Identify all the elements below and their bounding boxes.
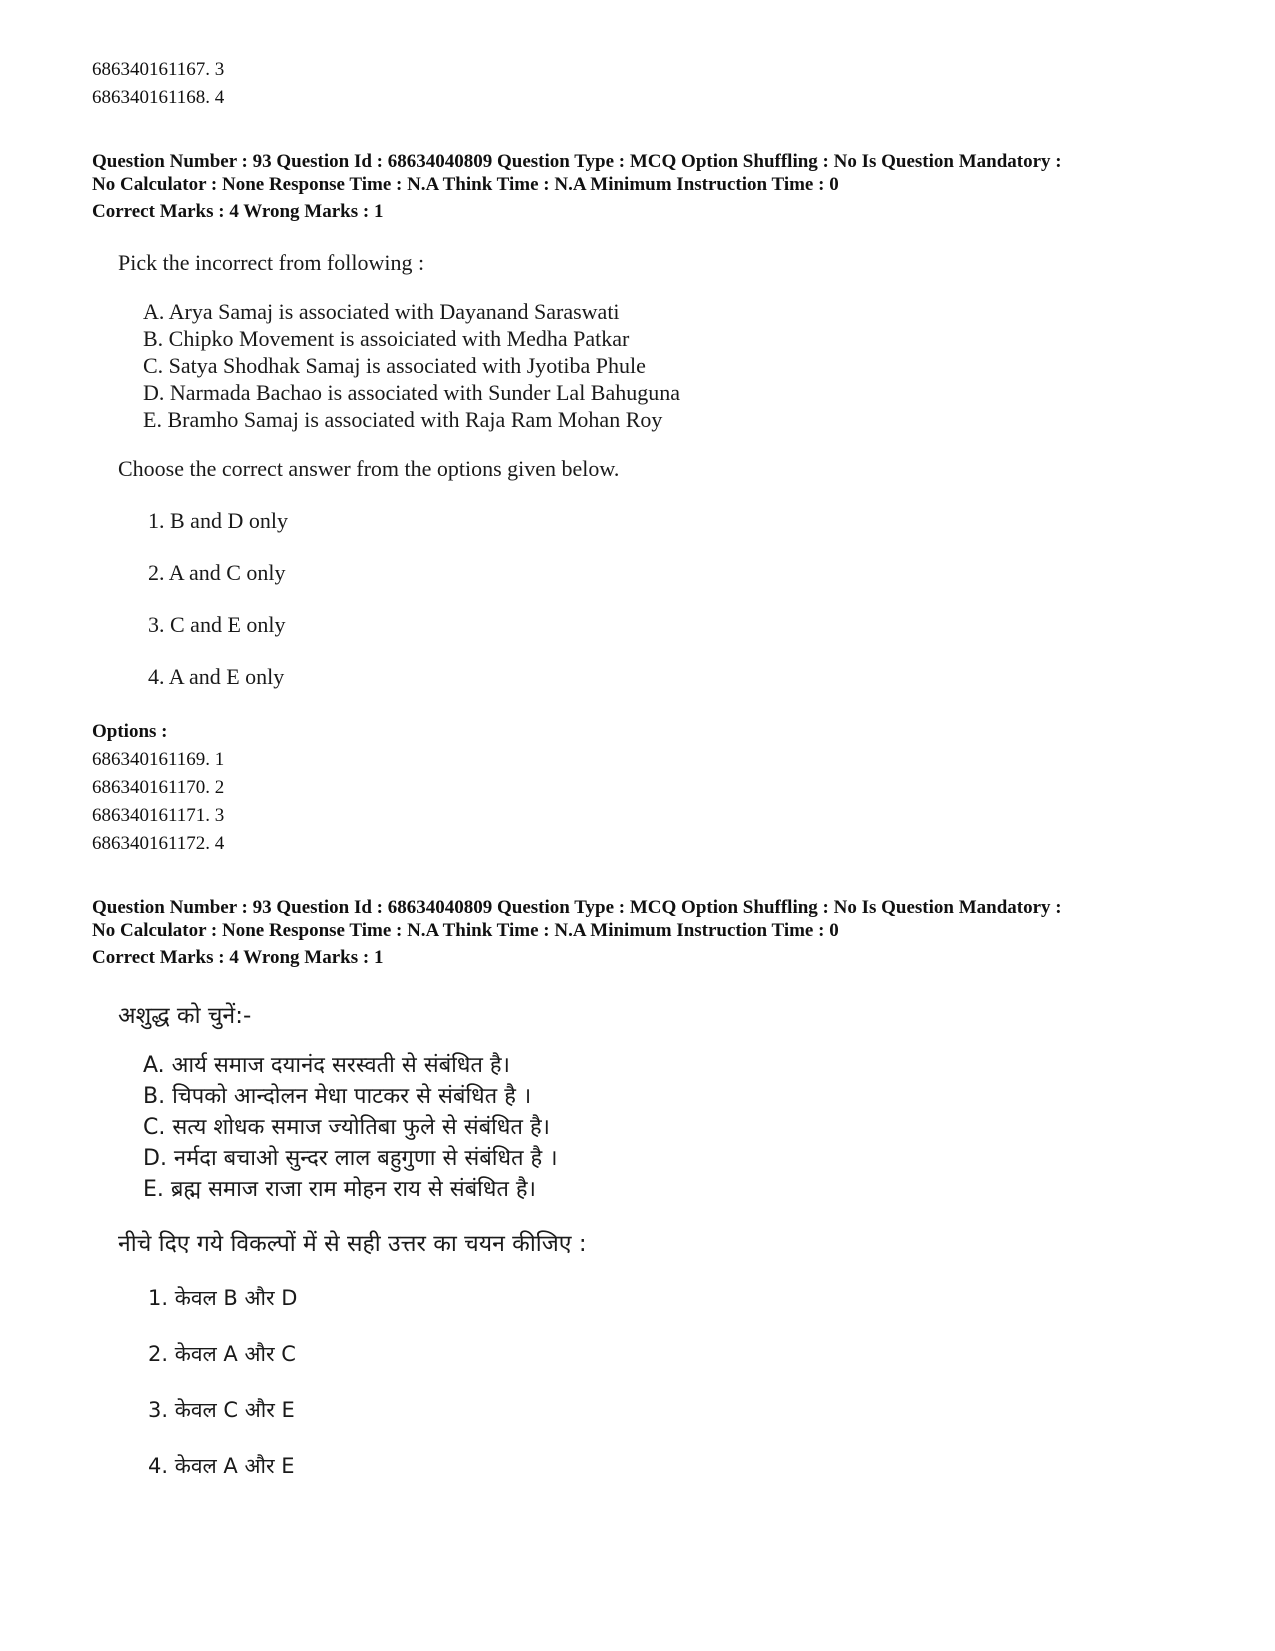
statement: B. Chipko Movement is assoiciated with Medha Patkar <box>143 326 630 351</box>
answer-choice: 1. B and D only <box>148 508 288 533</box>
options-heading: Options : <box>92 721 168 742</box>
statement: E. ब्रह्म समाज राजा राम मोहन राय से संबंधित है। <box>143 1177 536 1202</box>
option-id-line: 686340161172. 4 <box>92 833 225 854</box>
statement: C. Satya Shodhak Samaj is associated with Jyotiba Phule <box>143 353 646 378</box>
question-meta-line: Question Number : 93 Question Id : 68634040809 Question Type : MCQ Option Shuffling : No Is Question Mandatory : <box>92 151 1062 172</box>
answer-choice: 3. केवल C और E <box>148 1398 295 1422</box>
answer-choice: 1. केवल B और D <box>148 1286 298 1310</box>
question-marks: Correct Marks : 4 Wrong Marks : 1 <box>92 201 384 222</box>
answer-choice: 3. C and E only <box>148 612 286 637</box>
statement: C. सत्य शोधक समाज ज्योतिबा फुले से संबंधित है। <box>143 1115 550 1140</box>
statement: A. Arya Samaj is associated with Dayanand Saraswati <box>143 299 620 324</box>
statement: D. Narmada Bachao is associated with Sunder Lal Bahuguna <box>143 380 681 405</box>
answer-choice: 2. केवल A और C <box>148 1342 296 1366</box>
statement: B. चिपको आन्दोलन मेधा पाटकर से संबंधित है । <box>143 1084 532 1109</box>
question-prompt: अशुद्ध को चुनें:- <box>118 1003 252 1029</box>
option-id-line: 686340161167. 3 <box>92 59 225 80</box>
answer-choice: 2. A and C only <box>148 560 286 585</box>
option-id-line: 686340161168. 4 <box>92 87 225 108</box>
question-prompt: Pick the incorrect from following : <box>118 250 425 275</box>
option-id-line: 686340161170. 2 <box>92 777 225 798</box>
question-meta-line: Question Number : 93 Question Id : 68634040809 Question Type : MCQ Option Shuffling : No Is Question Mandatory : <box>92 897 1062 918</box>
option-id-line: 686340161169. 1 <box>92 749 225 770</box>
question-meta-line: No Calculator : None Response Time : N.A Think Time : N.A Minimum Instruction Time : 0 <box>92 174 839 195</box>
answer-instruction: Choose the correct answer from the options given below. <box>118 456 620 481</box>
answer-choice: 4. केवल A और E <box>148 1454 295 1478</box>
statement: A. आर्य समाज दयानंद सरस्वती से संबंधित है। <box>143 1053 510 1078</box>
question-meta <box>92 896 1202 942</box>
answer-instruction: नीचे दिए गये विकल्पों में से सही उत्तर का चयन कीजिए : <box>118 1231 587 1257</box>
statement: E. Bramho Samaj is associated with Raja Ram Mohan Roy <box>143 407 663 432</box>
question-marks: Correct Marks : 4 Wrong Marks : 1 <box>92 947 384 968</box>
option-id-line: 686340161171. 3 <box>92 805 225 826</box>
statement: D. नर्मदा बचाओ सुन्दर लाल बहुगुणा से संबंधित है । <box>143 1146 558 1171</box>
question-meta-line: No Calculator : None Response Time : N.A Think Time : N.A Minimum Instruction Time : 0 <box>92 920 839 941</box>
question-meta <box>92 150 1202 196</box>
answer-choice: 4. A and E only <box>148 664 285 689</box>
